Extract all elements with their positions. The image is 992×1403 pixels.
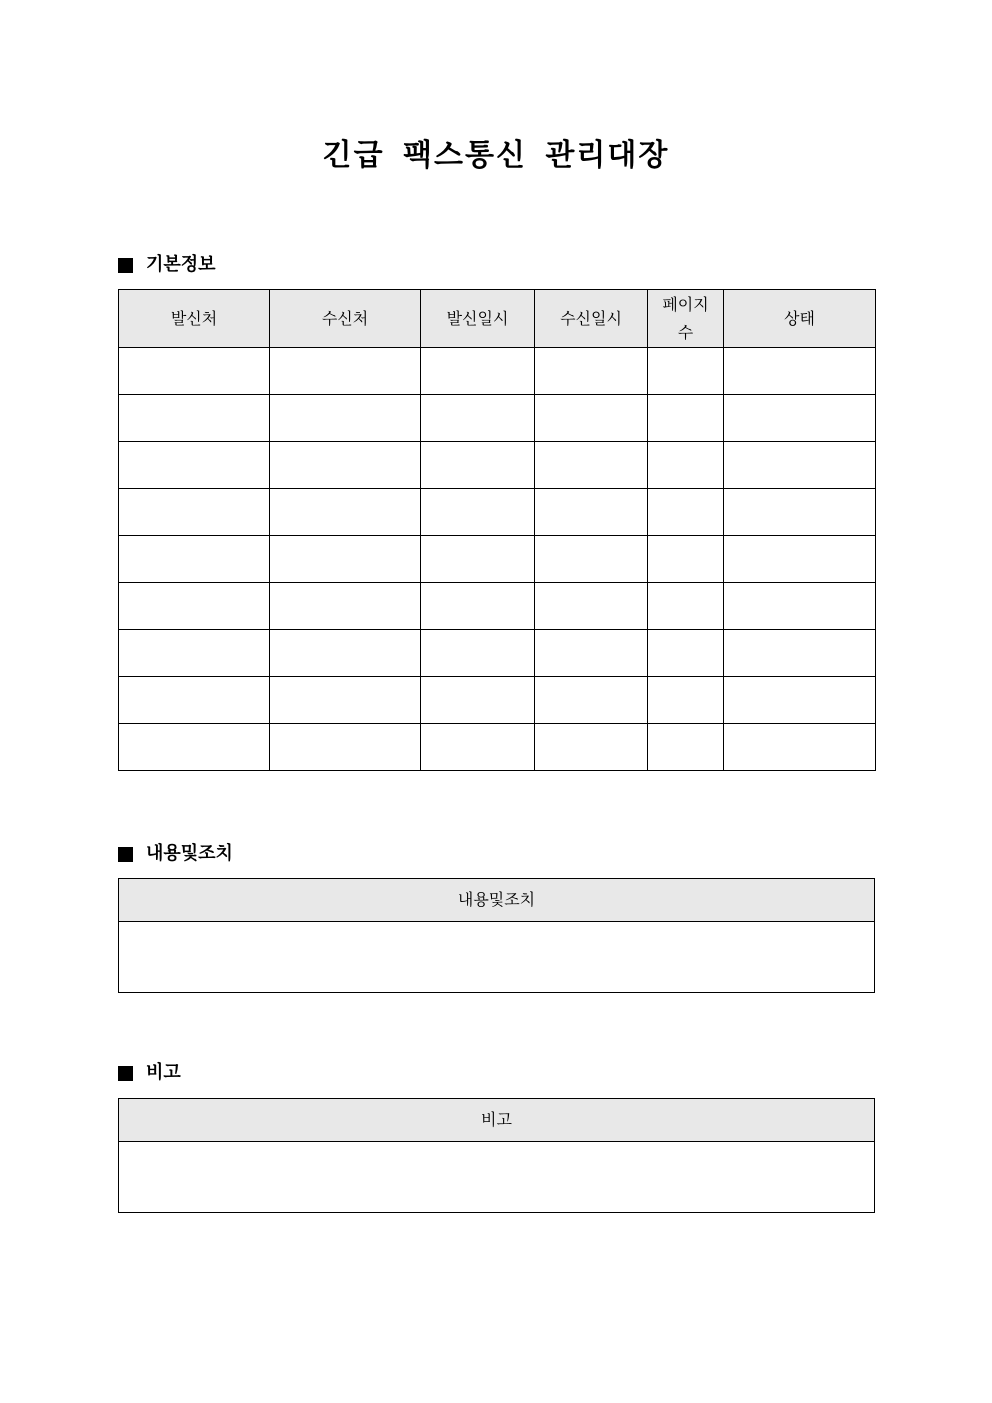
table-header-row (119, 290, 876, 348)
table-row (119, 348, 876, 395)
table-row (119, 630, 876, 677)
page-count-cell[interactable] (648, 724, 724, 771)
receive-datetime-cell[interactable] (535, 395, 648, 442)
sender-cell[interactable] (119, 536, 270, 583)
table-row (119, 724, 876, 771)
table-row (119, 489, 876, 536)
page-count-cell[interactable] (648, 677, 724, 724)
receive-datetime-cell[interactable] (535, 348, 648, 395)
receiver-cell[interactable] (270, 724, 421, 771)
receiver-cell[interactable] (270, 489, 421, 536)
section-heading-basic-info (118, 253, 216, 277)
receiver-cell[interactable] (270, 630, 421, 677)
page-count-cell[interactable] (648, 489, 724, 536)
send-datetime-cell[interactable] (421, 630, 535, 677)
column-header-send-datetime: 발신일시 (421, 290, 535, 348)
column-header-receiver: 수신처 (270, 290, 421, 348)
content-action-cell[interactable] (119, 922, 875, 993)
status-cell[interactable] (724, 489, 876, 536)
status-cell[interactable] (724, 348, 876, 395)
column-header-page-count: 페이지 수 (648, 290, 724, 348)
sender-cell[interactable] (119, 724, 270, 771)
status-cell[interactable] (724, 724, 876, 771)
receive-datetime-cell[interactable] (535, 724, 648, 771)
receiver-cell[interactable] (270, 348, 421, 395)
send-datetime-cell[interactable] (421, 724, 535, 771)
section-heading-label: 기본정보 (146, 254, 216, 275)
receive-datetime-cell[interactable] (535, 489, 648, 536)
page-title: 긴급 팩스통신 관리대장 (322, 138, 670, 173)
page-count-cell[interactable] (648, 395, 724, 442)
table-row (119, 536, 876, 583)
section-heading-label: 비고 (146, 1062, 181, 1083)
table-header-row (119, 1099, 875, 1142)
status-cell[interactable] (724, 395, 876, 442)
table-row (119, 677, 876, 724)
send-datetime-cell[interactable] (421, 442, 535, 489)
send-datetime-cell[interactable] (421, 395, 535, 442)
send-datetime-cell[interactable] (421, 489, 535, 536)
table-row (119, 922, 875, 993)
receiver-cell[interactable] (270, 677, 421, 724)
basic-info-table (118, 289, 876, 771)
page-count-cell[interactable] (648, 348, 724, 395)
receiver-cell[interactable] (270, 442, 421, 489)
table-row (119, 583, 876, 630)
receive-datetime-cell[interactable] (535, 536, 648, 583)
section-heading-remarks (118, 1061, 181, 1085)
page-count-cell[interactable] (648, 583, 724, 630)
receive-datetime-cell[interactable] (535, 442, 648, 489)
status-cell[interactable] (724, 583, 876, 630)
receive-datetime-cell[interactable] (535, 677, 648, 724)
column-header-remarks: 비고 (119, 1099, 875, 1142)
sender-cell[interactable] (119, 395, 270, 442)
status-cell[interactable] (724, 630, 876, 677)
section-heading-label: 내용및조치 (146, 843, 233, 864)
column-header-sender: 발신처 (119, 290, 270, 348)
send-datetime-cell[interactable] (421, 348, 535, 395)
remarks-table (118, 1098, 875, 1213)
receive-datetime-cell[interactable] (535, 630, 648, 677)
remarks-cell[interactable] (119, 1142, 875, 1213)
sender-cell[interactable] (119, 630, 270, 677)
send-datetime-cell[interactable] (421, 583, 535, 630)
content-action-table (118, 878, 875, 993)
status-cell[interactable] (724, 536, 876, 583)
square-bullet-icon (118, 258, 133, 273)
section-heading-content (118, 842, 233, 866)
receiver-cell[interactable] (270, 583, 421, 630)
sender-cell[interactable] (119, 677, 270, 724)
send-datetime-cell[interactable] (421, 536, 535, 583)
status-cell[interactable] (724, 677, 876, 724)
square-bullet-icon (118, 847, 133, 862)
sender-cell[interactable] (119, 489, 270, 536)
sender-cell[interactable] (119, 583, 270, 630)
send-datetime-cell[interactable] (421, 677, 535, 724)
column-header-receive-datetime: 수신일시 (535, 290, 648, 348)
page-count-cell[interactable] (648, 630, 724, 677)
table-header-row (119, 879, 875, 922)
sender-cell[interactable] (119, 348, 270, 395)
table-row (119, 1142, 875, 1213)
receiver-cell[interactable] (270, 395, 421, 442)
column-header-status: 상태 (724, 290, 876, 348)
page-count-cell[interactable] (648, 442, 724, 489)
receive-datetime-cell[interactable] (535, 583, 648, 630)
table-row (119, 442, 876, 489)
page-count-cell[interactable] (648, 536, 724, 583)
square-bullet-icon (118, 1066, 133, 1081)
table-row (119, 395, 876, 442)
receiver-cell[interactable] (270, 536, 421, 583)
column-header-content-action: 내용및조치 (119, 879, 875, 922)
sender-cell[interactable] (119, 442, 270, 489)
status-cell[interactable] (724, 442, 876, 489)
